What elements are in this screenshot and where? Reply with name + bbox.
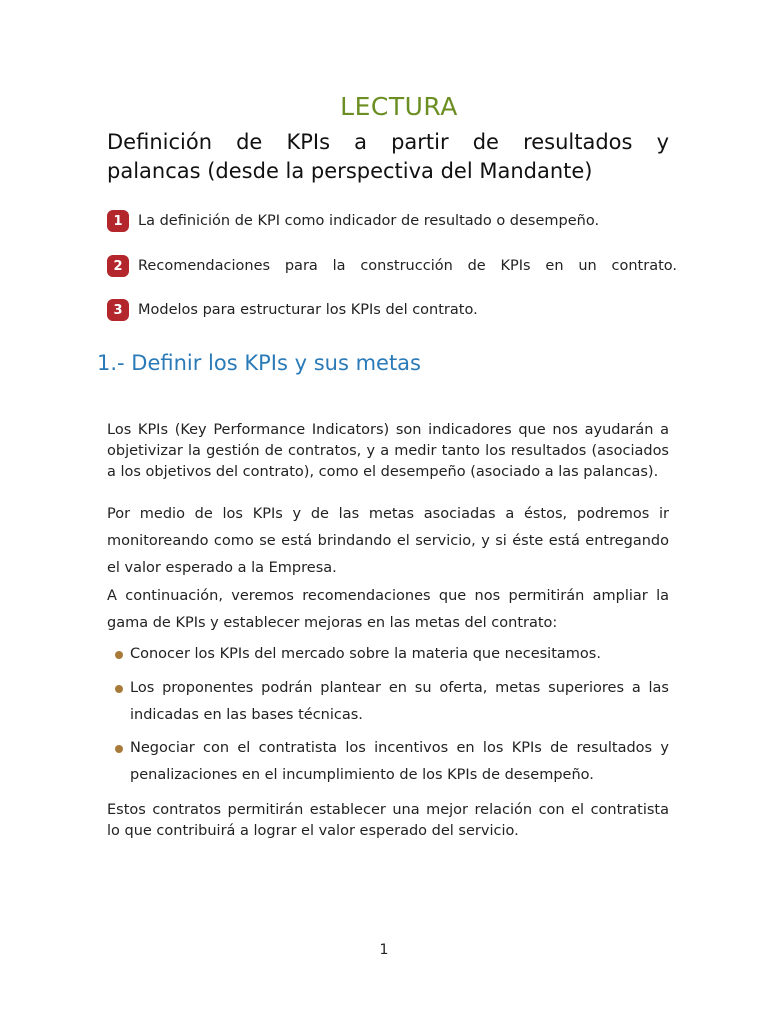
number-badge: 3 bbox=[107, 299, 129, 321]
toc-item-text: La definición de KPI como indicador de resultado o desempeño. bbox=[138, 213, 600, 229]
list-item bbox=[115, 735, 669, 789]
bullet-icon bbox=[115, 745, 123, 753]
document-label: LECTURA bbox=[340, 92, 458, 121]
document-title-line-1: Definición de KPIs a partir de resultados y bbox=[107, 130, 669, 154]
document-title bbox=[107, 128, 669, 186]
toc-item bbox=[107, 253, 677, 279]
section-heading: 1.- Definir los KPIs y sus metas bbox=[97, 351, 421, 375]
list-item-text: Negociar con el contratista los incentivos en los KPIs de resultados y penalizaciones en el incumplimiento de los KPIs de desempeño. bbox=[130, 740, 669, 783]
number-badge: 2 bbox=[107, 255, 129, 277]
list-item bbox=[115, 675, 669, 729]
list-item-text: Los proponentes podrán plantear en su oferta, metas superiores a las indicadas en las bases técnicas. bbox=[130, 680, 669, 723]
toc-item bbox=[107, 208, 677, 234]
toc-item bbox=[107, 297, 677, 323]
paragraph: A continuación, veremos recomendaciones que nos permitirán ampliar la gama de KPIs y establecer mejoras en las metas del contrato: bbox=[107, 588, 669, 631]
toc-item-text: Recomendaciones para la construcción de KPIs en un contrato. bbox=[138, 258, 677, 274]
bullet-icon bbox=[115, 685, 123, 693]
list-item-text: Conocer los KPIs del mercado sobre la materia que necesitamos. bbox=[130, 646, 601, 662]
toc-item-text: Modelos para estructurar los KPIs del contrato. bbox=[138, 302, 478, 318]
document-title-line-2: palancas (desde la perspectiva del Mandante) bbox=[107, 159, 593, 183]
paragraph: Por medio de los KPIs y de las metas asociadas a éstos, podremos ir monitoreando como se está brindando el servicio, y si éste está entregando el valor esperado a la Empresa. bbox=[107, 506, 669, 576]
paragraph: Los KPIs (Key Performance Indicators) son indicadores que nos ayudarán a objetivizar la gestión de contratos, y a medir tanto los resultados (asociados a los objetivos del contrato), como el desempeño (asociado a las palancas). bbox=[107, 422, 669, 480]
bullet-icon bbox=[115, 651, 123, 659]
paragraph: Estos contratos permitirán establecer una mejor relación con el contratista lo que contribuirá a lograr el valor esperado del servicio. bbox=[107, 802, 669, 839]
number-badge: 1 bbox=[107, 210, 129, 232]
page-number: 1 bbox=[379, 942, 389, 958]
list-item bbox=[115, 641, 669, 668]
